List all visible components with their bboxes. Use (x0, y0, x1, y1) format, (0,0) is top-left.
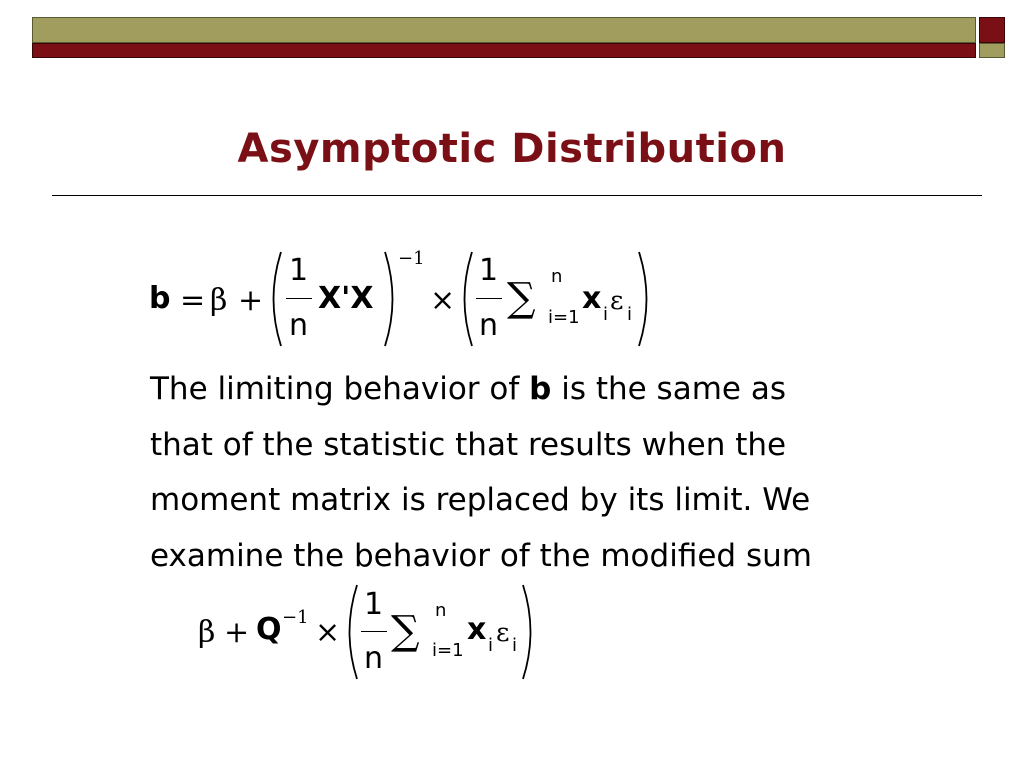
paragraph-line-4: examine the behavior of the modified sum (150, 537, 812, 574)
eq2-x: x (467, 612, 487, 647)
eq2-right-paren (520, 583, 540, 681)
eq1-equals: = (180, 283, 206, 318)
eq2-frac-line (361, 631, 387, 632)
eq1-left-paren-2 (455, 250, 475, 348)
eq2-eps: ε (496, 618, 510, 648)
eq1-eps-sub: i (627, 304, 633, 325)
eq2-times: × (315, 615, 341, 650)
eq1-sum: ∑ (507, 275, 536, 321)
paragraph-line-1 (150, 362, 870, 418)
header-bar-red (32, 43, 976, 58)
eq1-exponent: −1 (398, 248, 425, 269)
eq2-Q: Q (256, 612, 282, 647)
header-square-olive (979, 43, 1005, 58)
eq1-plus: + (238, 283, 264, 318)
eq2-exponent: −1 (282, 607, 309, 628)
eq1-eps: ε (610, 286, 624, 316)
header-square-red (979, 17, 1005, 43)
eq1-frac1-line (286, 298, 312, 299)
slide-title: Asymptotic Distribution (237, 126, 787, 172)
eq1-frac1-num: 1 (289, 253, 309, 288)
paragraph-line-2: that of the statistic that results when the (150, 426, 787, 463)
eq1-sum-upper: n (551, 266, 563, 287)
eq1-matrix: X'X (318, 281, 374, 316)
eq2-frac-num: 1 (364, 587, 384, 622)
eq1-b: b (149, 281, 171, 316)
paragraph-line-3: moment matrix is replaced by its limit. We (150, 482, 811, 518)
eq2-left-paren (340, 583, 360, 681)
line1-text-after: is the same as (551, 371, 786, 407)
eq2-frac-den: n (364, 641, 384, 676)
eq1-frac2-line (476, 298, 502, 299)
eq2-sum-upper: n (435, 600, 447, 621)
eq1-right-paren-2 (636, 250, 656, 348)
eq1-frac2-num: 1 (479, 253, 499, 288)
eq2-beta: β (198, 615, 216, 650)
eq2-x-sub: i (488, 635, 494, 656)
eq1-beta: β (210, 283, 228, 318)
eq1-times: × (430, 283, 456, 318)
line1-text-before: The limiting behavior of (150, 371, 530, 407)
body-paragraph (150, 362, 870, 584)
title-divider (52, 195, 982, 196)
eq1-x: x (582, 281, 602, 316)
eq1-frac1-den: n (289, 308, 309, 343)
eq2-sum-lower: i=1 (432, 640, 464, 661)
eq1-frac2-den: n (479, 308, 499, 343)
eq2-sum: ∑ (391, 608, 420, 654)
line1-bold-b: b (529, 371, 552, 407)
eq2-eps-sub: i (512, 635, 518, 656)
eq1-x-sub: i (603, 304, 609, 325)
eq1-sum-lower: i=1 (548, 307, 580, 328)
header-bar-olive (32, 17, 976, 43)
eq1-left-paren-1 (264, 250, 284, 348)
eq2-plus: + (224, 615, 250, 650)
